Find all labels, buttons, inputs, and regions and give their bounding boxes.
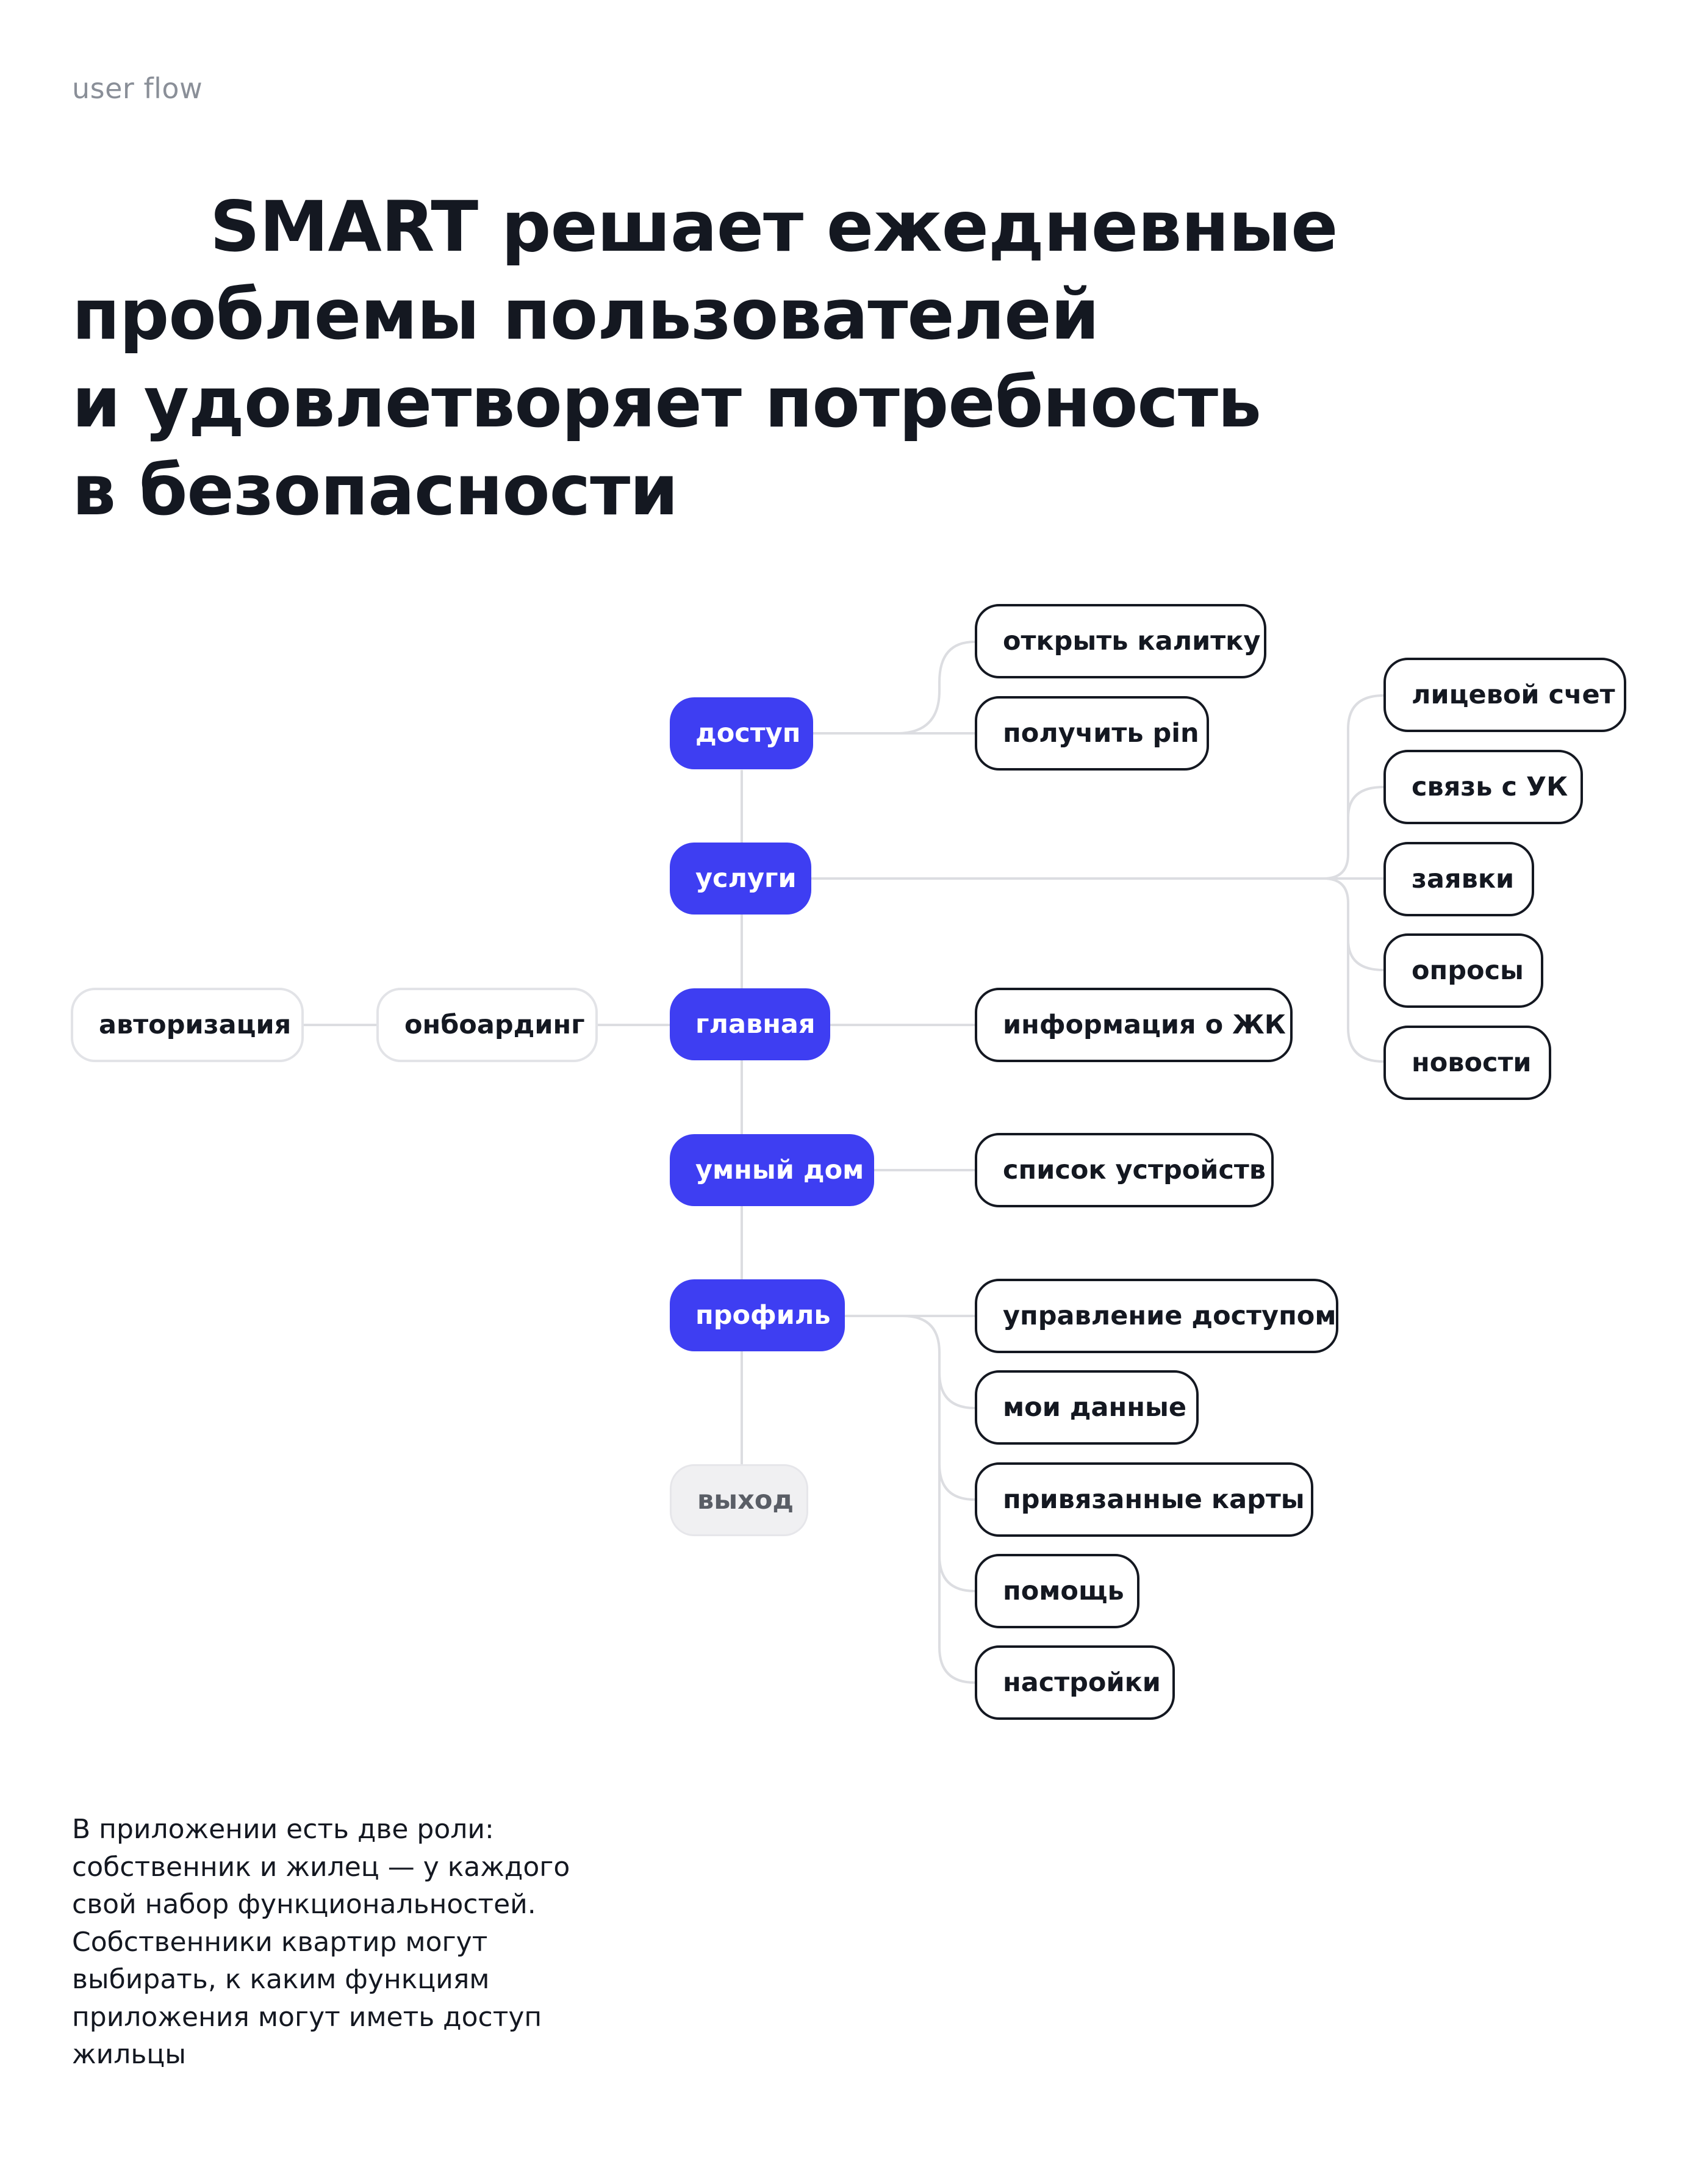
news-node[interactable]: новости [1383, 1026, 1551, 1100]
menu-smart-home-node[interactable]: умный дом [670, 1134, 874, 1206]
personal-account-node[interactable]: лицевой счет [1383, 658, 1626, 732]
my-data-node[interactable]: мои данные [975, 1370, 1199, 1445]
requests-node[interactable]: заявки [1383, 842, 1534, 916]
eyebrow-label: user flow [72, 72, 203, 105]
surveys-node[interactable]: опросы [1383, 933, 1543, 1008]
help-node[interactable]: помощь [975, 1554, 1139, 1628]
linked-cards-node[interactable]: привязанные карты [975, 1462, 1313, 1537]
complex-info-node[interactable]: информация о ЖК [975, 988, 1293, 1062]
headline-line-2: проблемы пользователей [72, 274, 1099, 355]
menu-logout-node[interactable]: выход [670, 1464, 808, 1536]
device-list-node[interactable]: список устройств [975, 1133, 1274, 1207]
headline-line-1: SMART решает ежедневные [210, 186, 1338, 267]
roles-description: В приложении есть две роли: собственник и жилец — у каждого свой набор функциональностей. Собственники квартир могут выбирать, к каким функциям приложения могут иметь доступ жильцы [72, 1814, 570, 2070]
menu-home-node[interactable]: главная [670, 988, 830, 1060]
onboarding-node[interactable]: онбоардинг [376, 988, 598, 1062]
menu-profile-node[interactable]: профиль [670, 1279, 845, 1351]
menu-services-node[interactable]: услуги [670, 843, 811, 915]
headline-line-3: и удовлетворяет потребность [72, 362, 1261, 443]
get-pin-node[interactable]: получить pin [975, 696, 1209, 771]
authorization-node[interactable]: авторизация [71, 988, 304, 1062]
open-gate-node[interactable]: открыть калитку [975, 604, 1266, 678]
contact-management-node[interactable]: связь с УК [1383, 750, 1583, 824]
settings-node[interactable]: настройки [975, 1645, 1175, 1720]
access-management-node[interactable]: управление доступом [975, 1279, 1338, 1353]
headline-line-4: в безопасности [72, 450, 678, 531]
menu-access-node[interactable]: доступ [670, 697, 813, 769]
